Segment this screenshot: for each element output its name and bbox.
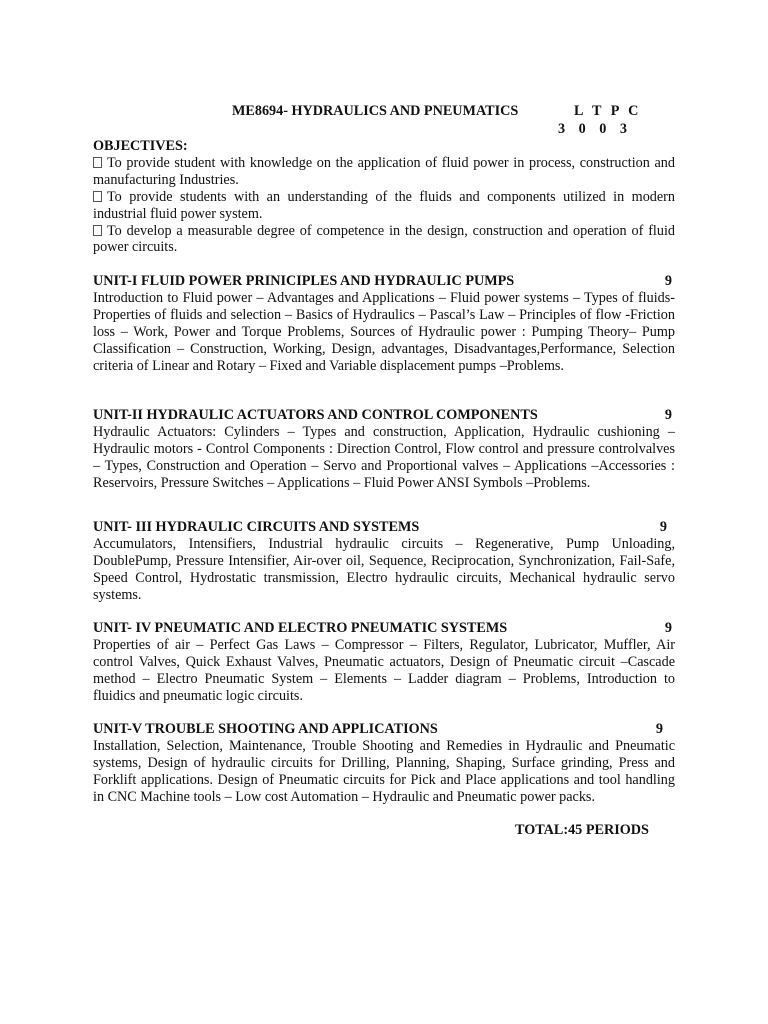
unit-2-heading: UNIT-II HYDRAULIC ACTUATORS AND CONTROL COMPONENTS 9 — [93, 407, 675, 424]
ltpc-values: 3 0 0 3 — [558, 121, 633, 137]
objective-item: To provide students with an understanding of the fluids and components utilized in modern industrial fluid power system. — [93, 188, 675, 222]
bullet-box-icon — [93, 225, 102, 236]
objective-item: To develop a measurable degree of competence in the design, construction and operation of fluid power circuits. — [93, 222, 675, 256]
unit-4-hours: 9 — [664, 620, 672, 636]
unit-1-content: Introduction to Fluid power – Advantages and Applications – Fluid power systems – Types of fluids- Properties of fluids and selection – Basics of Hydraulics – Pascal’s Law – Principles of flow -Friction loss – Work, Power and Torque Problems, Sources of Hydraulic power : Pumping Theory– Pump Classification – Construction, Working, Design, advantages, Disadvantages,Performance, Selection criteria of Linear and Rotary – Fixed and Variable displacement pumps –Problems. — [93, 289, 675, 374]
ltpc-label: L T P C — [574, 103, 642, 119]
bullet-box-icon — [93, 191, 102, 202]
unit-4-heading: UNIT- IV PNEUMATIC AND ELECTRO PNEUMATIC SYSTEMS 9 — [93, 620, 675, 637]
course-title: ME8694- HYDRAULICS AND PNEUMATICS — [232, 103, 519, 119]
unit-2-content: Hydraulic Actuators: Cylinders – Types and construction, Application, Hydraulic cushioning –Hydraulic motors - Control Components : Direction Control, Flow control and pressure controlvalves – Types, Construction and Operation – Servo and Proportional valves – Applications –Accessories : Reservoirs, Pressure Switches – Applications – Fluid Power ANSI Symbols –Problems. — [93, 423, 675, 491]
objectives-list — [93, 155, 675, 256]
unit-3-section — [93, 519, 675, 604]
unit-3-hours: 9 — [659, 519, 667, 535]
unit-3-heading: UNIT- III HYDRAULIC CIRCUITS AND SYSTEMS 9 — [93, 519, 675, 536]
bullet-box-icon — [93, 157, 102, 168]
unit-2-section — [93, 407, 675, 492]
objectives-heading: OBJECTIVES: — [93, 138, 188, 154]
objective-item: To provide student with knowledge on the application of fluid power in process, construction and manufacturing Industries. — [93, 154, 675, 188]
unit-3-content: Accumulators, Intensifiers, Industrial hydraulic circuits – Regenerative, Pump Unloading, DoublePump, Pressure Intensifier, Air-over oil, Sequence, Reciprocation, Synchronization, Fail-Safe, Speed Control, Hydrostatic transmission, Electro hydraulic circuits, Mechanical hydraulic servo systems. — [93, 535, 675, 603]
unit-5-section — [93, 721, 675, 806]
unit-1-heading: UNIT-I FLUID POWER PRINICIPLES AND HYDRAULIC PUMPS 9 — [93, 273, 675, 290]
unit-5-hours: 9 — [655, 721, 663, 737]
unit-5-heading: UNIT-V TROUBLE SHOOTING AND APPLICATIONS 9 — [93, 721, 675, 738]
unit-5-content: Installation, Selection, Maintenance, Trouble Shooting and Remedies in Hydraulic and Pneumatic systems, Design of hydraulic circuits for Drilling, Planning, Shaping, Surface grinding, Press and Forklift applications. Design of Pneumatic circuits for Pick and Place applications and tool handling in CNC Machine tools – Low cost Automation – Hydraulic and Pneumatic power packs. — [93, 737, 675, 805]
unit-4-section — [93, 620, 675, 705]
unit-2-hours: 9 — [664, 407, 672, 423]
total-periods: TOTAL:45 PERIODS — [515, 822, 649, 838]
unit-1-section — [93, 273, 675, 374]
unit-4-content: Properties of air – Perfect Gas Laws – Compressor – Filters, Regulator, Lubricator, Muffler, Air control Valves, Quick Exhaust Valves, Pneumatic actuators, Design of Pneumatic circuit –Cascade method – Electro Pneumatic System – Elements – Ladder diagram – Problems, Introduction to fluidics and pneumatic logic circuits. — [93, 636, 675, 704]
unit-1-hours: 9 — [664, 273, 672, 289]
objectives-section — [93, 138, 675, 256]
